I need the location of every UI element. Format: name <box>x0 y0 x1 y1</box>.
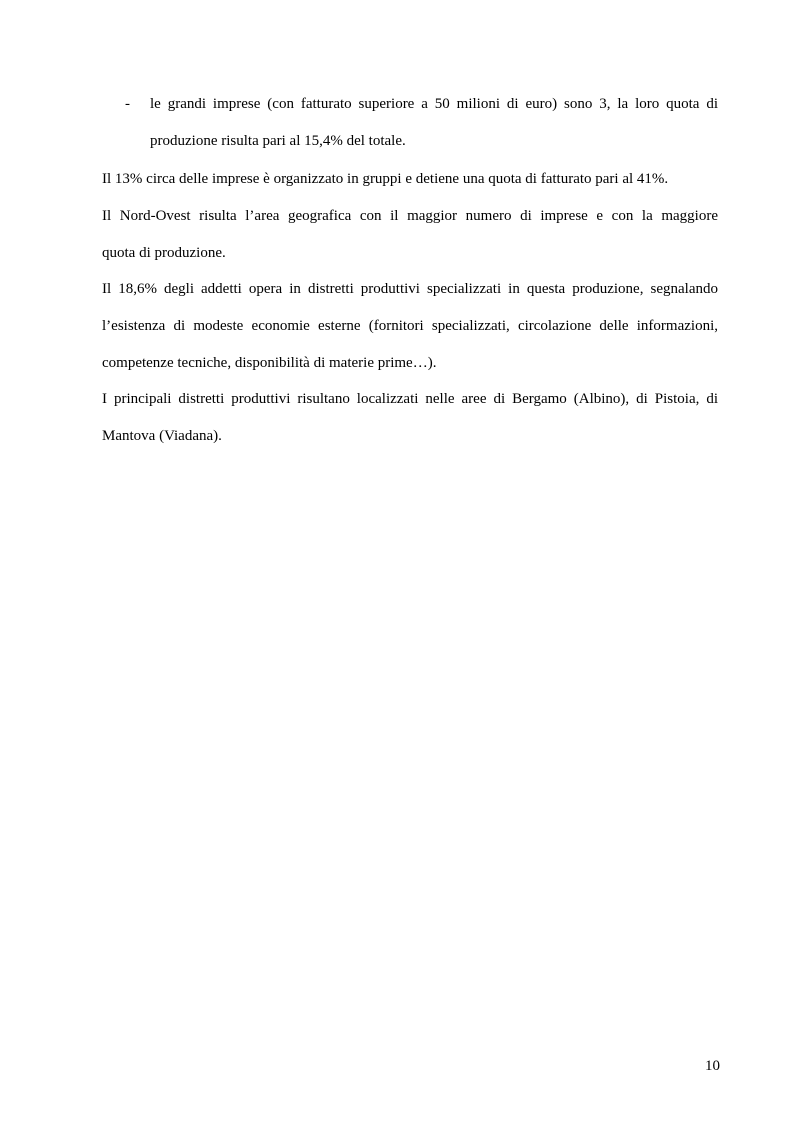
paragraph-3-line-3: competenze tecniche, disponibilità di materie prime…). <box>102 355 437 371</box>
paragraph-4-line-1: I principali distretti produttivi risultano localizzati nelle aree di Bergamo (Albino), di Pistoia, di <box>102 391 718 407</box>
paragraph-2-line-1: Il Nord-Ovest risulta l’area geografica con il maggior numero di imprese e con la maggiore <box>102 208 718 224</box>
bullet-text-line-2: produzione risulta pari al 15,4% del totale. <box>150 133 406 149</box>
paragraph-4-line-2: Mantova (Viadana). <box>102 428 222 444</box>
paragraph-3-line-2: l’esistenza di modeste economie esterne (fornitori specializzati, circolazione delle informazioni, <box>102 318 718 334</box>
bullet-text-line-1: le grandi imprese (con fatturato superiore a 50 milioni di euro) sono 3, la loro quota di <box>150 96 718 112</box>
bullet-marker: - <box>125 96 130 112</box>
paragraph-2-line-2: quota di produzione. <box>102 245 226 261</box>
page-number: 10 <box>705 1058 720 1074</box>
paragraph-1-line-1: Il 13% circa delle imprese è organizzato in gruppi e detiene una quota di fatturato pari al 41%. <box>102 171 669 187</box>
paragraph-3-line-1: Il 18,6% degli addetti opera in distretti produttivi specializzati in questa produzione, segnalando <box>102 281 718 297</box>
